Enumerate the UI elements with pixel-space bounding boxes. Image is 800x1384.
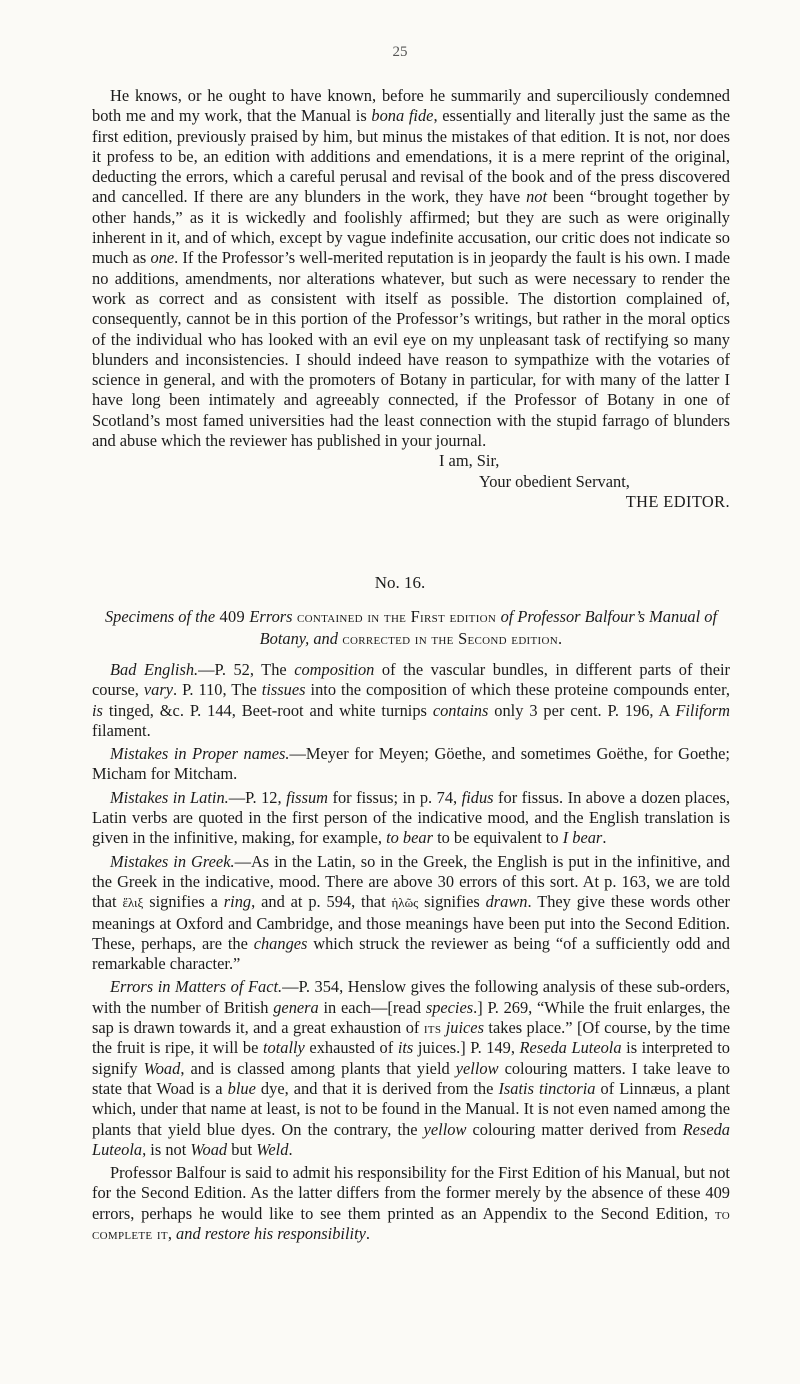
latin-paragraph: Mistakes in Latin.—P. 12, fissum for fissus; in p. 74, fidus for fissus. In above a dozen places, Latin verbs are quoted in the first person of the indicative mood, and the English translation is given in the infinitive, making, for example, to bear to be equivalent to I bear.: [92, 787, 730, 848]
letter-section: [92, 86, 730, 512]
section-title: Specimens of the 409 Errors contained in the First edition of Professor Balfour’s Manual of Botany, and corrected in the Second edition.: [104, 607, 717, 648]
proper-names-paragraph: Mistakes in Proper names.—Meyer for Meyen; Göethe, and sometimes Goëthe, for Goethe; Micham for Mitcham.: [92, 744, 730, 784]
page-number: 25: [392, 44, 408, 60]
closing-paragraph: Professor Balfour is said to admit his responsibility for the First Edition of his Manual, but not for the Second Edition. As the latter differs from the former merely by the absence of these 409 errors, perhaps he would like to see them printed as an Appendix to the Second Edition, to complete it, and restore his responsibility.: [92, 1163, 730, 1244]
greek-paragraph: Mistakes in Greek.—As in the Latin, so in the Greek, the English is put in the infinitive, and the Greek in the indicative, mood. There are above 30 errors of this sort. At p. 163, we are told that ἕλιξ signifies a ring, and at p. 594, that ἡλῶς signifies drawn. They give these words other meanings at Oxford and Cambridge, and those meanings have been put into the Second Edition. These, perhaps, are the changes which struck the reviewer as being “of a sufficiently odd and remarkable character.”: [92, 851, 730, 974]
matters-of-fact-paragraph: Errors in Matters of Fact.—P. 354, Henslow gives the following analysis of these sub-orders, with the number of British genera in each—[read species.] P. 269, “While the fruit enlarges, the sap is drawn towards it, and a great exhaustion of its juices takes place.” [Of course, by the time the fruit is ripe, it will be totally exhausted of its juices.] P. 149, Reseda Luteola is interpreted to signify Woad, and is classed among plants that yield yellow colouring matters. I take leave to state that Woad is a blue dye, and that it is derived from the Isatis tinctoria of Linnæus, a plant which, under that name at least, is not to be found in the Manual. It is not even named among the plants that yield blue dyes. On the contrary, the yellow colouring matter derived from Reseda Luteola, is not Woad but Weld.: [92, 977, 731, 1159]
signature: THE EDITOR.: [625, 491, 730, 511]
document-number: No. 16.: [374, 573, 426, 592]
salutation: I am, Sir,: [439, 451, 500, 471]
closing-line: Your obedient Servant,: [479, 471, 630, 491]
bad-english-paragraph: Bad English.—P. 52, The composition of the vascular bundles, in different parts of their course, vary. P. 110, The tissues into the composition of which these proteine compounds enter, is tinged, &c. P. 144, Beet-root and white turnips contains only 3 per cent. P. 196, A Filiform filament.: [92, 660, 730, 740]
specimens-section: [92, 606, 730, 1247]
letter-paragraph: He knows, or he ought to have known, before he summarily and superciliously condemned both me and my work, that the Manual is bona fide, essentially and literally just the same as the first edition, previously praised by him, but minus the mistakes of that edition. It is not, nor does it profess to be, an edition with additions and emendations, it is a mere reprint of the original, deducting the errors, which a careful perusal and revisal of the book and of the press discovered and cancelled. If there are any blunders in the work, they have not been “brought together by other hands,” as it is wickedly and foolishly affirmed; but they are such as were originally inherent in it, and of which, except by vague indefinite accusation, our critic does not indicate so much as one. If the Professor’s well-merited reputation is in jeopardy the fault is his own. I made no additions, amendments, nor alterations whatever, but such as were necessary to render the work as correct and as consistent with itself as possible. The distortion complained of, consequently, cannot be in this portion of the Professor’s writings, but rather in the moral optics of the individual who has looked with an evil eye on my unpleasant task of rectifying so many blunders and inconsistencies. I should indeed have reason to sympathize with the votaries of science in general, and with the promoters of Botany in particular, for with many of the latter I have long been intimately and agreeably connected, if the Professor of Botany in one of Scotland’s most famed universities had the least connection with the stupid farrago of blunders and abuse which the reviewer has published in your journal.: [92, 86, 731, 451]
